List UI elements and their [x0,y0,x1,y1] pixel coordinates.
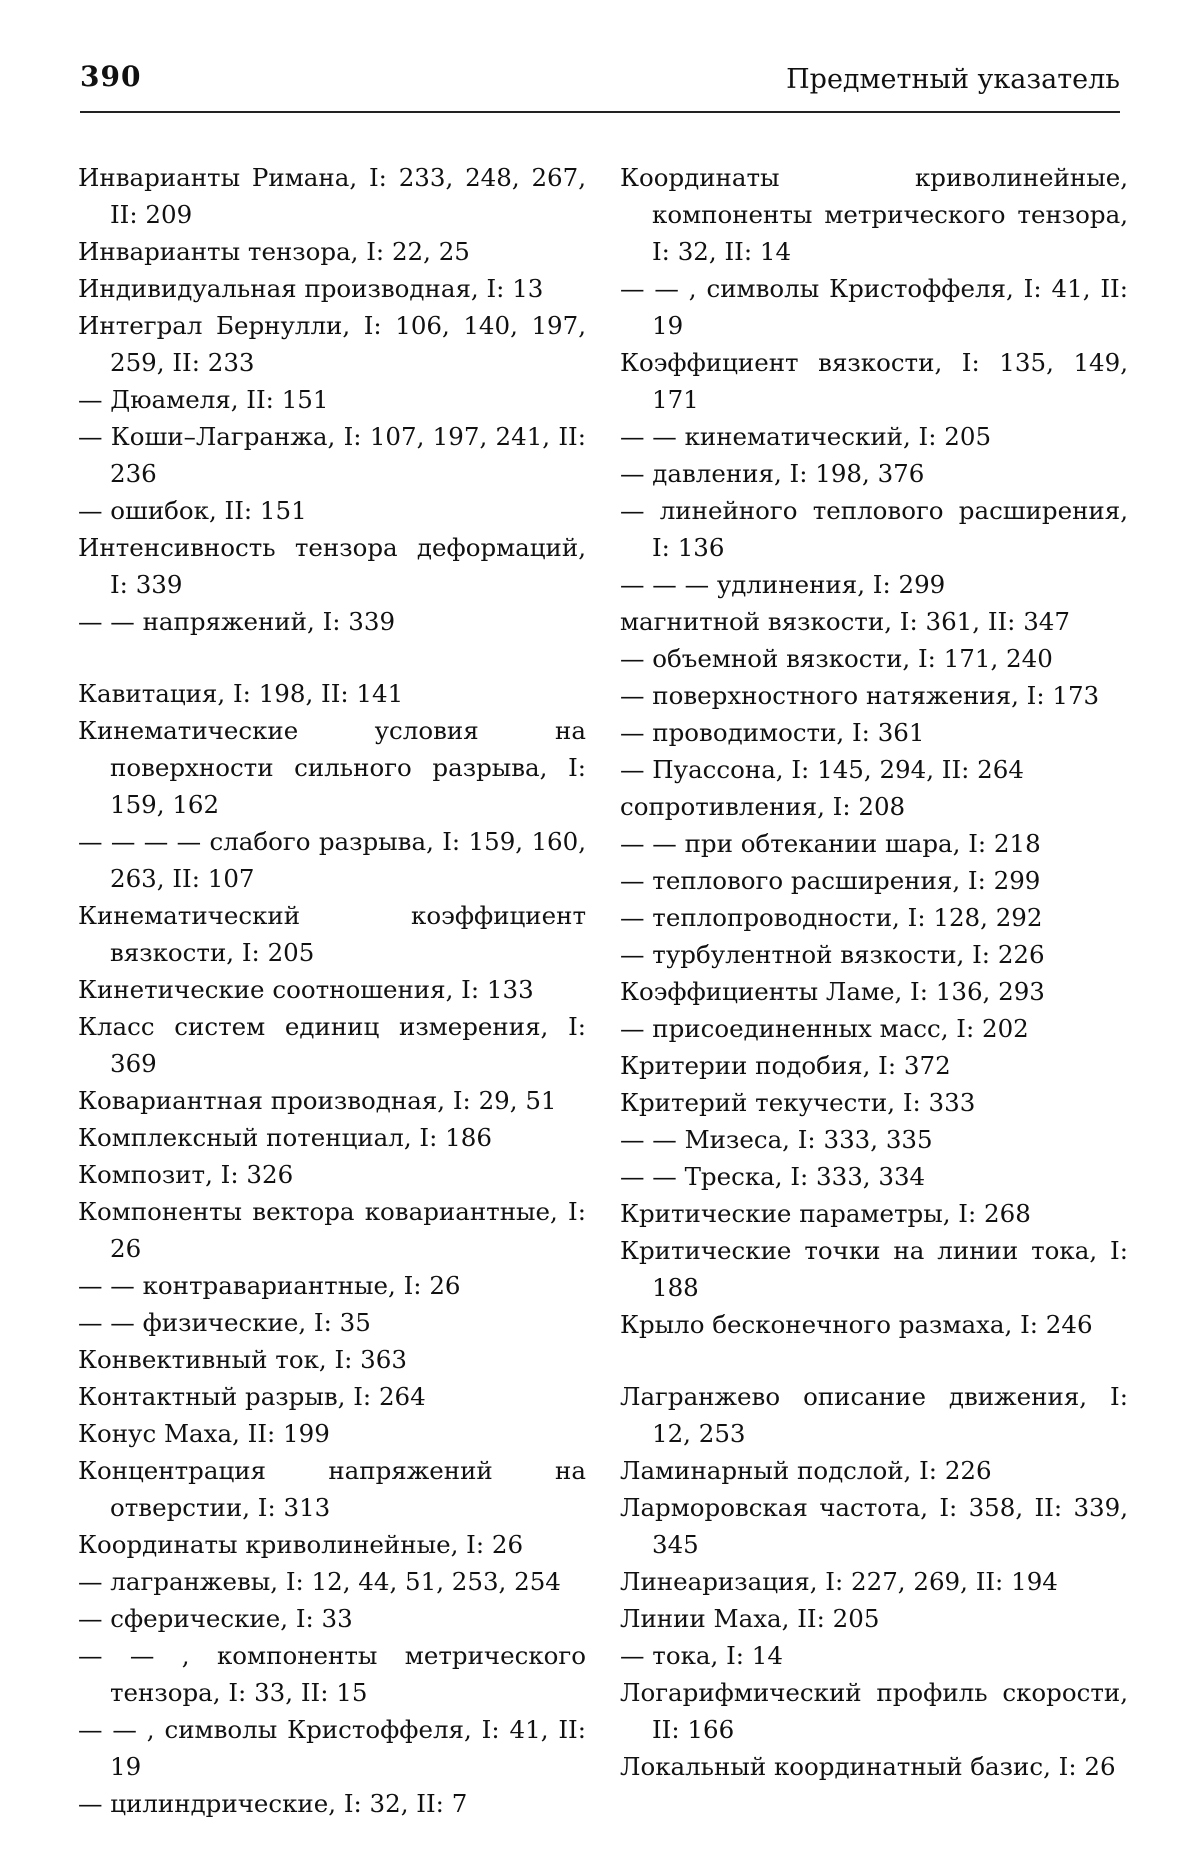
index-entry: — — , компоненты метрического тензора, I: 33, II: 15 [78,1641,586,1707]
index-entry: — — , символы Кристоффеля, I: 41, II: 19 [620,274,1128,340]
index-entry: Комплексный потенциал, I: 186 [78,1123,492,1152]
index-entry: — линейного теплового расширения, I: 136 [620,496,1128,562]
letter-group-gap [620,1343,1128,1378]
index-entry: Класс систем единиц измерения, I: 369 [78,1012,586,1078]
index-entry: сопротивления, I: 208 [620,792,906,821]
index-entry: Ламинарный подслой, I: 226 [620,1456,992,1485]
index-entry: — тока, I: 14 [620,1641,783,1670]
index-entry: Кинематические условия на поверхности сильного разрыва, I: 159, 162 [78,716,586,819]
index-entry: — лагранжевы, I: 12, 44, 51, 253, 254 [78,1567,561,1596]
index-entry: Координаты криволинейные, I: 26 [78,1530,524,1559]
index-entry: — — контравариантные, I: 26 [78,1271,461,1300]
index-entry: Логарифмический профиль скорости, II: 166 [620,1678,1128,1744]
index-entry: Критические параметры, I: 268 [620,1199,1031,1228]
index-entry: Критерий текучести, I: 333 [620,1088,976,1117]
index-entry: — поверхностного натяжения, I: 173 [620,681,1100,710]
index-entry: — — Треска, I: 333, 334 [620,1162,926,1191]
index-entry: — объемной вязкости, I: 171, 240 [620,644,1053,673]
header-rule [80,111,1120,113]
index-entry: Инварианты тензора, I: 22, 25 [78,237,470,266]
index-column-left [78,159,586,1822]
index-entry: Ларморовская частота, I: 358, II: 339, 345 [620,1493,1128,1559]
index-entry: Кавитация, I: 198, II: 141 [78,679,404,708]
index-entry: — турбулентной вязкости, I: 226 [620,940,1045,969]
index-entry: — присоединенных масс, I: 202 [620,1014,1029,1043]
index-entry: Ковариантная производная, I: 29, 51 [78,1086,557,1115]
index-entry: Композит, I: 326 [78,1160,294,1189]
index-entry: Координаты криволинейные, компоненты метрического тензора, I: 32, II: 14 [620,163,1128,266]
index-entry: — сферические, I: 33 [78,1604,353,1633]
index-entry: Коэффициенты Ламе, I: 136, 293 [620,977,1045,1006]
index-entry: Крыло бесконечного размаха, I: 246 [620,1310,1093,1339]
index-entry: — теплопроводности, I: 128, 292 [620,903,1043,932]
index-entry: Компоненты вектора ковариантные, I: 26 [78,1197,586,1263]
index-entry: Конус Маха, II: 199 [78,1419,330,1448]
index-entry: Инварианты Римана, I: 233, 248, 267, II: 209 [78,163,586,229]
index-entry: Индивидуальная производная, I: 13 [78,274,544,303]
index-entry: — цилиндрические, I: 32, II: 7 [78,1789,468,1818]
index-entry: — — напряжений, I: 339 [78,607,396,636]
index-entry: Кинематический коэффициент вязкости, I: 205 [78,901,586,967]
index-entry: — — — удлинения, I: 299 [620,570,946,599]
index-entry: Конвективный ток, I: 363 [78,1345,407,1374]
index-entry: — — , символы Кристоффеля, I: 41, II: 19 [78,1715,586,1781]
index-entry: Интеграл Бернулли, I: 106, 140, 197, 259, II: 233 [78,311,586,377]
index-entry: Концентрация напряжений на отверстии, I: 313 [78,1456,586,1522]
index-entry: Кинетические соотношения, I: 133 [78,975,534,1004]
index-entry: — — физические, I: 35 [78,1308,371,1337]
page-number: 390 [80,60,142,93]
index-entry: — Дюамеля, II: 151 [78,385,329,414]
index-entry: Лагранжево описание движения, I: 12, 253 [620,1382,1128,1448]
index-entry: — теплового расширения, I: 299 [620,866,1041,895]
index-entry: — Коши–Лагранжа, I: 107, 197, 241, II: 236 [78,422,586,488]
index-entry: — ошибок, II: 151 [78,496,307,525]
index-entry: — — — — слабого разрыва, I: 159, 160, 263, II: 107 [78,827,586,893]
index-entry: — — Мизеса, I: 333, 335 [620,1125,933,1154]
index-entry: Контактный разрыв, I: 264 [78,1382,426,1411]
index-entry: — давления, I: 198, 376 [620,459,925,488]
index-entry: — — кинематический, I: 205 [620,422,992,451]
index-column-right [620,159,1128,1785]
index-entry: Критические точки на линии тока, I: 188 [620,1236,1128,1302]
index-entry: магнитной вязкости, I: 361, II: 347 [620,607,1070,636]
index-entry: — Пуассона, I: 145, 294, II: 264 [620,755,1024,784]
index-entry: Линеаризация, I: 227, 269, II: 194 [620,1567,1058,1596]
index-entry: — проводимости, I: 361 [620,718,925,747]
index-entry: Линии Маха, II: 205 [620,1604,880,1633]
index-entry: Коэффициент вязкости, I: 135, 149, 171 [620,348,1128,414]
letter-group-gap [78,640,586,675]
index-entry: Критерии подобия, I: 372 [620,1051,951,1080]
index-entry: Интенсивность тензора деформаций, I: 339 [78,533,586,599]
index-entry: — — при обтекании шара, I: 218 [620,829,1041,858]
running-title: Предметный указатель [786,64,1120,95]
index-entry: Локальный координатный базис, I: 26 [620,1752,1116,1781]
